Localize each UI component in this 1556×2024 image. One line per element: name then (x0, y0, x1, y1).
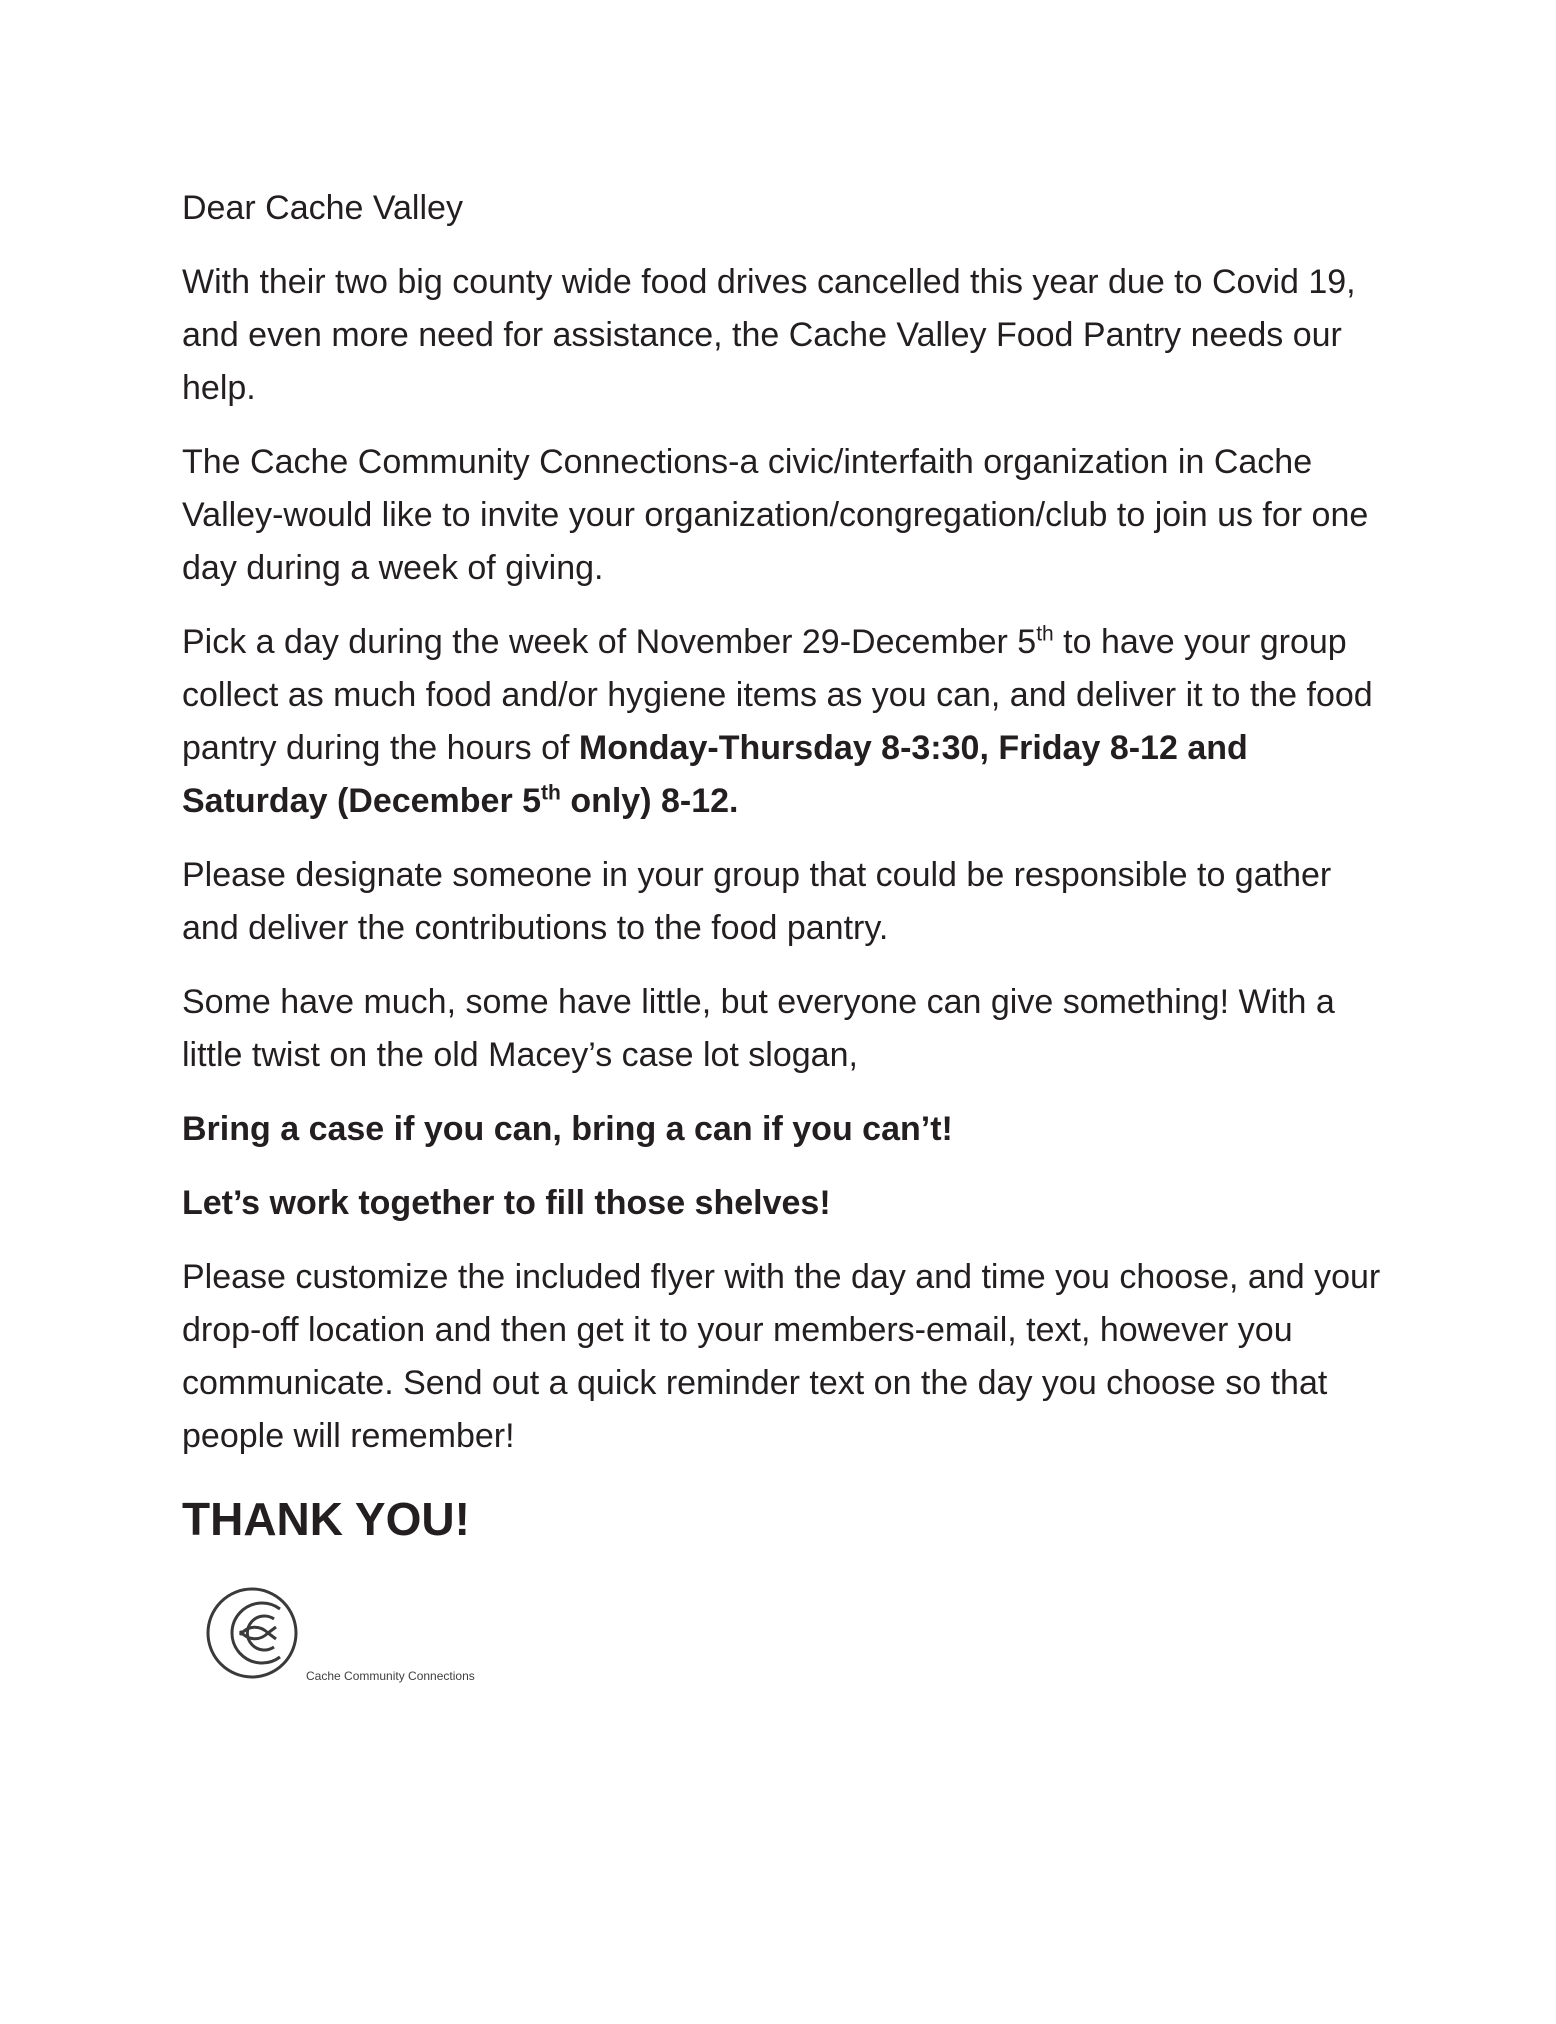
paragraph-pick-a-day (182, 616, 1382, 828)
paragraph-food-drives: With their two big county wide food drives cancelled this year due to Covid 19, and even more need for assistance, the Cache Valley Food Pantry needs our help. (182, 263, 1356, 407)
paragraph-designate: Please designate someone in your group that could be responsible to gather and deliver the contributions to the food pantry. (182, 856, 1332, 947)
logo-label: Cache Community Connections (306, 1669, 475, 1683)
interlocking-circles-fish-logo-icon (204, 1585, 300, 1681)
pick-day-text: Pick a day during the week of November 29-December 5 (182, 623, 1037, 661)
pantry-hours-text-end: only) 8-12. (560, 782, 739, 820)
thank-you-heading: THANK YOU! (182, 1493, 470, 1545)
paragraph-customize-flyer: Please customize the included flyer with the day and time you choose, and your drop-off location and then get it to your members-email, text, however you communicate. Send out a quick reminder text on the day you choose so that people will remember! (182, 1258, 1381, 1455)
letter-body (182, 182, 1382, 1554)
pantry-hours-text: Monday-Thursday 8-3:30, Friday 8-12 and Saturday (December 5 (182, 729, 1248, 820)
slogan-fill-shelves: Let’s work together to fill those shelves! (182, 1184, 831, 1222)
paragraph-give-something: Some have much, some have little, but everyone can give something! With a little twist on the old Macey’s case lot slogan, (182, 983, 1335, 1074)
greeting: Dear Cache Valley (182, 189, 463, 227)
superscript-th: th (1036, 622, 1054, 646)
organization-logo (204, 1585, 524, 1685)
superscript-th: th (541, 781, 561, 805)
pick-day-text-continued: to have your group collect as much food and/or hygiene items as you can, and deliver it to the food pantry during the hours of (182, 623, 1373, 767)
slogan-bring-a-case: Bring a case if you can, bring a can if you can’t! (182, 1110, 953, 1148)
paragraph-invitation: The Cache Community Connections-a civic/interfaith organization in Cache Valley-would like to invite your organization/congregation/club to join us for one day during a week of giving. (182, 443, 1369, 587)
